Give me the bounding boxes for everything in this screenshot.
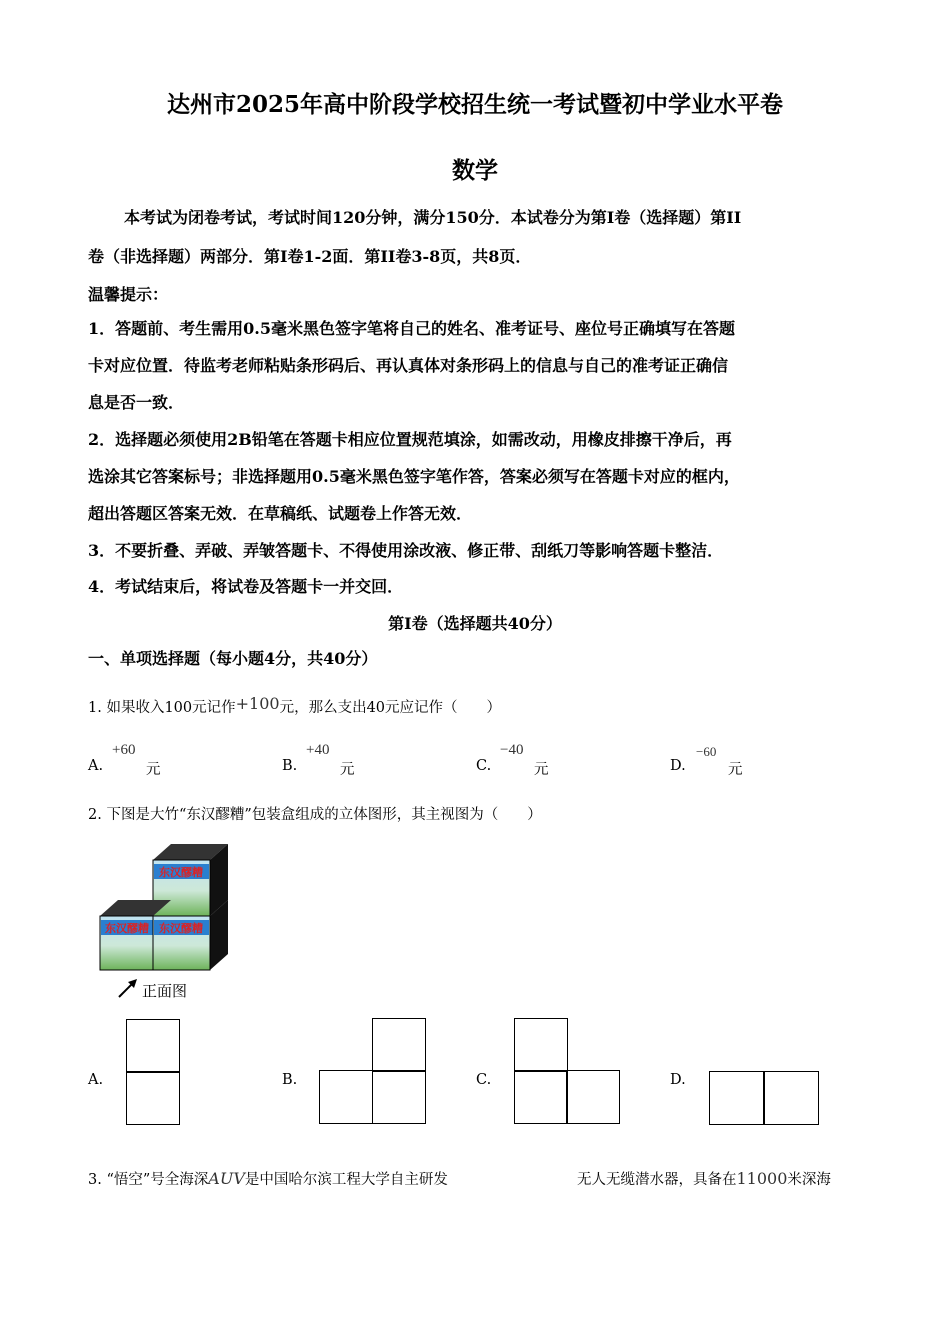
q1-text-before: 1. 如果收入100元记作 bbox=[88, 700, 236, 716]
box-stack-figure bbox=[98, 842, 233, 972]
tips-heading: 温馨提示： bbox=[88, 285, 169, 304]
option-unit: 元 bbox=[534, 762, 549, 778]
tip-line: 2．选择题必须使用2B铅笔在答题卡相应位置规范填涂，如需改动，用橡皮排擦干净后，再 bbox=[88, 430, 732, 449]
q2-option-a-letter[interactable]: A. bbox=[88, 1072, 104, 1088]
question-2: 2. 下图是大竹“东汉醪糟”包装盒组成的立体图形，其主视图为（ ） bbox=[88, 807, 542, 823]
subject-title: 数学 bbox=[452, 157, 498, 184]
tip-line: 1．答题前、考生需用0.5毫米黑色签字笔将自己的姓名、准考证号、座位号正确填写在答题 bbox=[88, 319, 735, 338]
q2-option-b-letter[interactable]: B. bbox=[282, 1072, 298, 1088]
option-value: +40 bbox=[306, 742, 330, 758]
box-stack-svg bbox=[98, 842, 233, 972]
option-letter: D. bbox=[670, 758, 686, 774]
question-3-cont bbox=[577, 1168, 831, 1189]
q2-option-c-letter[interactable]: C. bbox=[476, 1072, 492, 1088]
q3-math-depth: 11000 bbox=[736, 1169, 788, 1188]
q2-c-square bbox=[514, 1018, 568, 1072]
tip-line: 4．考试结束后，将试卷及答题卡一并交回． bbox=[88, 577, 404, 596]
q3-text-mid: 是中国哈尔滨工程大学自主研发 bbox=[244, 1172, 448, 1188]
option-letter: C. bbox=[476, 758, 492, 774]
question-3 bbox=[88, 1168, 448, 1189]
tip-line: 息是否一致． bbox=[88, 393, 185, 412]
option-value: −60 bbox=[696, 744, 717, 759]
box-label-text: 东汉醪糟 bbox=[105, 922, 149, 935]
q2-c-square bbox=[566, 1070, 620, 1124]
section-title: 第I卷（选择题共40分） bbox=[388, 614, 562, 633]
q3-text-gap: 无人无缆潜水器，具备在 bbox=[577, 1172, 737, 1188]
box-label-text: 东汉醪糟 bbox=[159, 922, 203, 935]
q2-a-square bbox=[126, 1071, 180, 1125]
tip-line: 超出答题区答案无效．在草稿纸、试题卷上作答无效． bbox=[88, 504, 473, 523]
box-label-text: 东汉醪糟 bbox=[159, 866, 203, 879]
q2-d-square bbox=[709, 1071, 765, 1125]
q3-text-before: 3. “悟空”号全海深 bbox=[88, 1172, 209, 1188]
question-1 bbox=[88, 696, 501, 717]
option-letter: A. bbox=[88, 758, 104, 774]
q1-math: +100 bbox=[235, 694, 280, 713]
q2-c-square bbox=[514, 1070, 568, 1124]
q2-a-square bbox=[126, 1019, 180, 1073]
part-title: 一、单项选择题（每小题4分，共40分） bbox=[88, 649, 378, 668]
option-unit: 元 bbox=[340, 762, 355, 778]
tip-line: 卡对应位置．待监考老师粘贴条形码后、再认真体对条形码上的信息与自己的准考证正确信 bbox=[88, 356, 729, 375]
q3-text-after: 米深海 bbox=[787, 1172, 831, 1188]
q1-text-after: 元，那么支出40元应记作（ ） bbox=[279, 700, 502, 716]
option-value: +60 bbox=[112, 742, 136, 758]
tip-line: 选涂其它答案标号；非选择题用0.5毫米黑色签字笔作答，答案必须写在答题卡对应的框内， bbox=[88, 467, 740, 486]
q2-b-square bbox=[372, 1018, 426, 1072]
arrow-icon bbox=[116, 976, 140, 1000]
q2-d-square bbox=[763, 1071, 819, 1125]
tip-line: 3．不要折叠、弄破、弄皱答题卡、不得使用涂改液、修正带、刮纸刀等影响答题卡整洁． bbox=[88, 541, 724, 560]
front-view-label: 正面图 bbox=[142, 982, 188, 1000]
exam-title: 达州市2025年高中阶段学校招生统一考试暨初中学业水平卷 bbox=[166, 91, 783, 118]
option-unit: 元 bbox=[728, 762, 743, 778]
intro-line-1: 本考试为闭卷考试，考试时间120分钟，满分150分．本试卷分为第I卷（选择题）第II bbox=[124, 208, 742, 227]
option-letter: B. bbox=[282, 758, 298, 774]
q3-math-auv: AUV bbox=[208, 1169, 245, 1188]
q2-option-d-letter[interactable]: D. bbox=[670, 1072, 686, 1088]
option-unit: 元 bbox=[146, 762, 161, 778]
option-value: −40 bbox=[500, 742, 524, 758]
q2-b-square bbox=[372, 1070, 426, 1124]
intro-line-2: 卷（非选择题）两部分．第I卷1-2面．第II卷3-8页，共8页． bbox=[88, 247, 532, 266]
q2-b-square bbox=[319, 1070, 373, 1124]
